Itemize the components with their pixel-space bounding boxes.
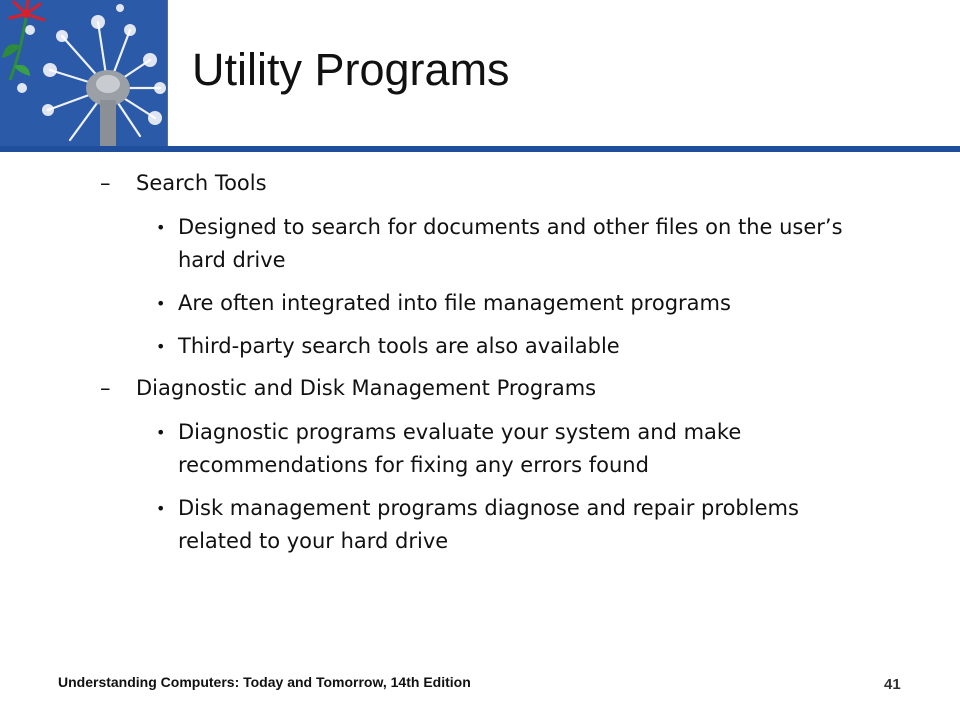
bullet-level-1 xyxy=(100,373,890,403)
bullet-marker: • xyxy=(156,337,166,356)
dash-marker: – xyxy=(100,171,111,195)
bullet-marker: • xyxy=(156,218,166,237)
bullet-text: Are often integrated into file management programs xyxy=(178,291,731,315)
bullet-text: Third-party search tools are also available xyxy=(178,334,620,358)
dandelion-logo-icon xyxy=(0,0,168,146)
bullet-marker: • xyxy=(156,423,166,442)
dash-marker: – xyxy=(100,376,111,400)
slide-content xyxy=(100,168,890,568)
bullet-text: Disk management programs diagnose and repair problems related to your hard drive xyxy=(178,496,799,553)
bullet-level-2 xyxy=(156,211,868,277)
slide-title: Utility Programs xyxy=(192,44,510,95)
bullet-level-2 xyxy=(156,330,868,363)
slide-footer: Understanding Computers: Today and Tomorrow, 14th Edition xyxy=(58,674,471,690)
title-accent-bar xyxy=(0,146,960,152)
bullet-level-2 xyxy=(156,416,868,482)
bullet-text: Diagnostic programs evaluate your system and make recommendations for fixing any errors found xyxy=(178,420,742,477)
page-number: 41 xyxy=(884,676,901,693)
bullet-text: Search Tools xyxy=(136,171,267,195)
bullet-text: Diagnostic and Disk Management Programs xyxy=(136,376,597,400)
bullet-level-1 xyxy=(100,168,890,198)
bullet-text: Designed to search for documents and other files on the user’s hard drive xyxy=(178,215,843,272)
bullet-marker: • xyxy=(156,499,166,518)
bullet-level-2 xyxy=(156,492,868,558)
bullet-marker: • xyxy=(156,294,166,313)
title-divider xyxy=(167,0,168,146)
bullet-level-2 xyxy=(156,287,868,320)
